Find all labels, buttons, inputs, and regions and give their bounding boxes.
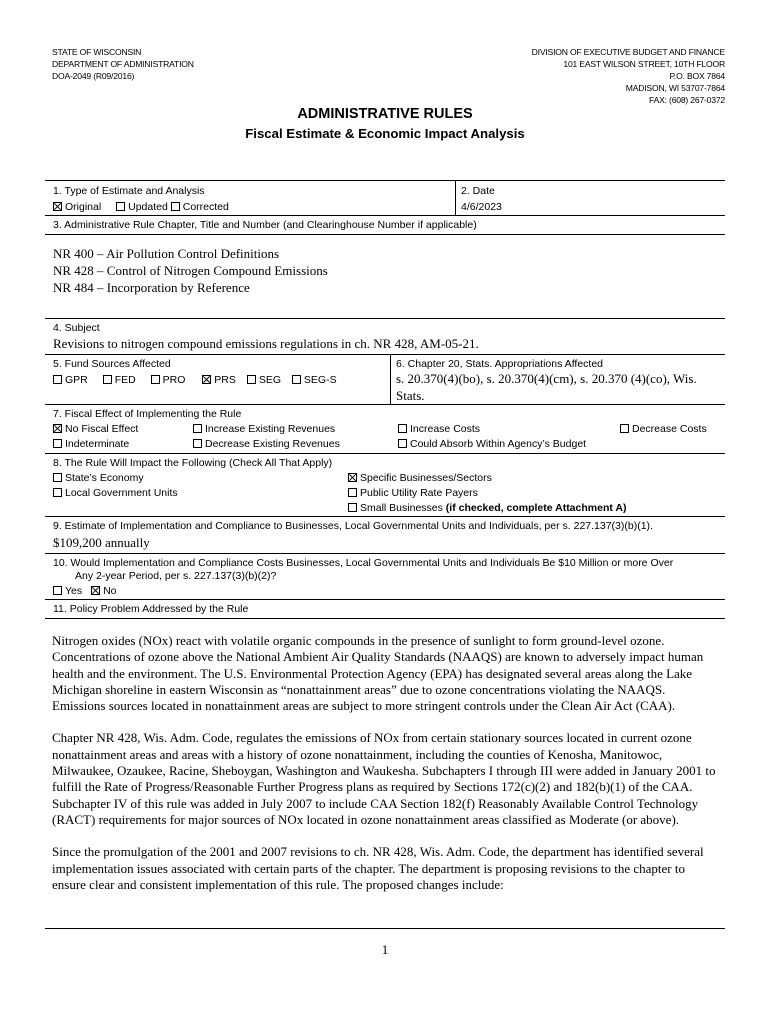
state-economy-label: State’s Economy (65, 472, 144, 484)
checkbox-icon (292, 375, 301, 384)
updated-checkbox[interactable] (116, 201, 168, 213)
no-fiscal-effect-checkbox[interactable] (53, 422, 138, 436)
checkbox-icon (193, 439, 202, 448)
form-title: ADMINISTRATIVE RULES (297, 106, 473, 122)
checkbox-icon (193, 424, 202, 433)
checked-box-icon (202, 375, 211, 384)
checkbox-icon (348, 503, 357, 512)
checkbox-icon (171, 202, 180, 211)
row-fiscal-effect (45, 405, 725, 454)
original-label: Original (65, 201, 102, 213)
header-right-line: P.O. BOX 7864 (669, 71, 725, 81)
paragraph: Since the promulgation of the 2001 and 2007 revisions to ch. NR 428, Wis. Adm. Code, the department has identified several implementation issues associated with certain parts of the chapter. The department is proposing revisions to the chapter to ensure clear and consistent implementation of this rule. The proposed changes include: (52, 844, 704, 892)
estimate-type-options (53, 200, 229, 214)
row-rule-impact (45, 454, 725, 517)
decrease-costs-checkbox[interactable] (620, 422, 707, 436)
seg-s-label: SEG-S (303, 374, 337, 386)
ten-million-options (53, 584, 117, 598)
specific-businesses-checkbox[interactable] (348, 471, 492, 485)
row-subject (45, 319, 725, 355)
page-number: 1 (381, 942, 389, 957)
checkbox-icon (53, 473, 62, 482)
gpr-label: GPR (65, 374, 88, 386)
no-label: No (103, 585, 117, 597)
absorb-budget-checkbox[interactable] (398, 437, 586, 451)
pro-checkbox[interactable] (151, 374, 186, 386)
prs-label: PRS (214, 374, 236, 386)
checkbox-icon (398, 424, 407, 433)
increase-costs-label: Increase Costs (410, 423, 481, 435)
seg-checkbox[interactable] (247, 374, 281, 386)
checkbox-icon (53, 375, 62, 384)
checked-box-icon (348, 473, 357, 482)
paragraph: Nitrogen oxides (NOx) react with volatile organic compounds in the presence of sunlight to form ground-level ozone. Concentrations of ozone above the National Ambient Air Quality Standards (NAAQS) are known to adversely impact human health and the environment. The U.S. Environmental Protection Agency (EPA) has designated several areas along the Lake Michigan shoreline in eastern Wisconsin as “nonattainment areas” due to ozone concentrations violating the NAAQS. Emissions sources located in nonattainment areas are subject to more stringent controls under the Clean Air Act (CAA). (52, 633, 704, 714)
checkbox-icon (53, 586, 62, 595)
implementation-estimate-value[interactable]: $109,200 annually (53, 535, 150, 550)
header-right-line: 101 EAST WILSON STREET, 10TH FLOOR (563, 59, 725, 69)
header-right-line: MADISON, WI 53707-7864 (625, 83, 725, 93)
row-rule-chapter-values (45, 235, 725, 319)
utility-rate-payers-label: Public Utility Rate Payers (360, 487, 478, 499)
rule-chapter-line: NR 400 – Air Pollution Control Definitions (53, 246, 280, 261)
row-type-date (45, 181, 725, 216)
row-ten-million (45, 554, 725, 600)
small-businesses-checkbox[interactable] (348, 501, 626, 515)
seg-label: SEG (258, 374, 281, 386)
corrected-label: Corrected (182, 201, 229, 213)
yes-checkbox[interactable] (53, 585, 82, 597)
fund-sources-label: 5. Fund Sources Affected (53, 358, 171, 370)
policy-problem-text[interactable] (52, 633, 722, 909)
checkbox-icon (53, 439, 62, 448)
policy-problem-label: 11. Policy Problem Addressed by the Rule (53, 603, 249, 615)
row-policy-problem (45, 600, 725, 618)
date-label: 2. Date (461, 185, 495, 197)
bottom-rule (45, 928, 725, 929)
row-funds-appropriations (45, 355, 725, 405)
absorb-budget-label: Could Absorb Within Agency’s Budget (410, 438, 587, 450)
checkbox-icon (620, 424, 629, 433)
column-divider (390, 355, 391, 404)
division-address (532, 46, 725, 106)
decrease-costs-label: Decrease Costs (632, 423, 707, 435)
indeterminate-label: Indeterminate (65, 438, 130, 450)
increase-costs-checkbox[interactable] (398, 422, 480, 436)
column-divider (455, 181, 456, 215)
utility-rate-payers-checkbox[interactable] (348, 486, 478, 500)
indeterminate-checkbox[interactable] (53, 437, 129, 451)
increase-revenues-checkbox[interactable] (193, 422, 335, 436)
ten-million-question-cont: Any 2-year Period, per s. 227.137(3)(b)(2)? (75, 570, 277, 582)
type-of-estimate-label: 1. Type of Estimate and Analysis (53, 185, 205, 197)
header-left-line: STATE OF WISCONSIN (52, 47, 142, 57)
updated-label: Updated (128, 201, 168, 213)
decrease-revenues-checkbox[interactable] (193, 437, 340, 451)
checked-box-icon (53, 202, 62, 211)
local-government-checkbox[interactable] (53, 486, 178, 500)
fund-source-options (53, 373, 337, 387)
subject-value[interactable]: Revisions to nitrogen compound emissions regulations in ch. NR 428, AM-05-21. (53, 336, 479, 351)
row-rule-chapter-label (45, 216, 725, 235)
checkbox-icon (103, 375, 112, 384)
header-left-line: DEPARTMENT OF ADMINISTRATION (52, 59, 194, 69)
appropriations-label: 6. Chapter 20, Stats. Appropriations Affected (396, 358, 604, 370)
seg-s-checkbox[interactable] (292, 374, 337, 386)
row-implementation-estimate (45, 517, 725, 554)
original-checkbox[interactable] (53, 201, 101, 213)
implementation-estimate-label: 9. Estimate of Implementation and Compliance to Businesses, Local Governmental Units and Individuals, per s. 227.137(3)(b)(1). (53, 520, 653, 532)
rule-chapter-line: NR 484 – Incorporation by Reference (53, 280, 250, 295)
decrease-revenues-label: Decrease Existing Revenues (205, 438, 340, 450)
checked-box-icon (53, 424, 62, 433)
specific-businesses-label: Specific Businesses/Sectors (360, 472, 492, 484)
no-fiscal-effect-label: No Fiscal Effect (65, 423, 139, 435)
local-government-label: Local Government Units (65, 487, 178, 499)
fed-label: FED (114, 374, 136, 386)
header-right-line: DIVISION OF EXECUTIVE BUDGET AND FINANCE (531, 47, 725, 57)
header-left-line: DOA-2049 (R09/2016) (52, 71, 135, 81)
no-checkbox[interactable] (91, 585, 116, 597)
fiscal-estimate-form (45, 180, 725, 619)
checkbox-icon (398, 439, 407, 448)
subject-label: 4. Subject (53, 322, 100, 334)
fiscal-effect-label: 7. Fiscal Effect of Implementing the Rule (53, 408, 242, 420)
checkbox-icon (348, 488, 357, 497)
rule-chapter-line: NR 428 – Control of Nitrogen Compound Emissions (53, 263, 328, 278)
paragraph: Chapter NR 428, Wis. Adm. Code, regulates the emissions of NOx from certain stationary sources located in current ozone nonattainment areas and areas with a history of ozone nonattainment, including the counties of Kenosha, Manitowoc, Milwaukee, Ozaukee, Racine, Sheboygan, Washington and Waukesha. Subchapters I through III were added in January 2001 to fulfill the Rate of Progress/Reasonable Further Progress plans as required by Sections 172(c)(2) and 182(b)(1) of the CAA. Subchapter IV of this rule was added in July 2007 to include CAA Section 182(f) Reasonably Available Control Technology (RACT) requirements for major sources of NOx located in ozone nonattainment areas classified as Moderate (or above). (52, 730, 716, 827)
checkbox-icon (151, 375, 160, 384)
yes-label: Yes (65, 585, 83, 597)
checkbox-icon (247, 375, 256, 384)
checked-box-icon (91, 586, 100, 595)
increase-revenues-label: Increase Existing Revenues (205, 423, 336, 435)
small-businesses-label: Small Businesses (360, 502, 443, 514)
rule-chapter-values[interactable] (53, 245, 328, 296)
date-value[interactable]: 4/6/2023 (461, 201, 502, 213)
form-subtitle: Fiscal Estimate & Economic Impact Analysis (245, 126, 525, 141)
state-economy-checkbox[interactable] (53, 471, 144, 485)
rule-impact-label: 8. The Rule Will Impact the Following (Check All That Apply) (53, 457, 333, 469)
appropriations-value[interactable]: s. 20.370(4)(bo), s. 20.370(4)(cm), s. 20.370 (4)(co), Wis. Stats. (396, 371, 697, 403)
prs-checkbox[interactable] (202, 374, 236, 386)
header-right-line: FAX: (608) 267-0372 (649, 95, 725, 105)
ten-million-question: 10. Would Implementation and Compliance Costs Businesses, Local Governmental Units and Individuals Be $10 Million or more Over (53, 557, 674, 569)
fed-checkbox[interactable] (103, 374, 136, 386)
corrected-checkbox[interactable] (171, 201, 229, 213)
rule-chapter-label: 3. Administrative Rule Chapter, Title and Number (and Clearinghouse Number if applicable) (53, 219, 477, 231)
attachment-a-note: (if checked, complete Attachment A) (445, 502, 627, 514)
pro-label: PRO (162, 374, 186, 386)
checkbox-icon (116, 202, 125, 211)
checkbox-icon (53, 488, 62, 497)
agency-header (52, 46, 194, 82)
gpr-checkbox[interactable] (53, 374, 88, 386)
